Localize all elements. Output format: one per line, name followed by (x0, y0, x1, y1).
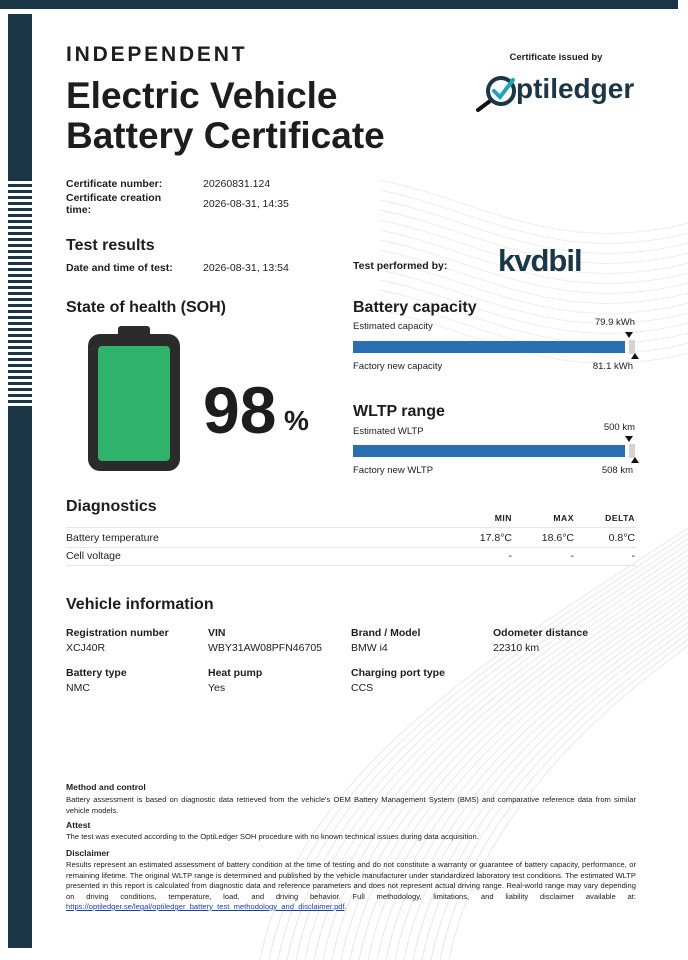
diagnostics-row-delta: - (631, 550, 635, 562)
soh-heading: State of health (SOH) (66, 299, 227, 316)
issued-by-label: Certificate issued by (509, 52, 603, 63)
battery-capacity-heading: Battery capacity (353, 299, 477, 316)
wave-line (380, 190, 688, 243)
factory-wltp-marker (631, 457, 639, 463)
odometer-value: 22310 km (493, 642, 540, 654)
disclaimer-heading: Disclaimer (66, 848, 110, 858)
side-stripes (8, 178, 32, 408)
diagnostics-row-max: - (570, 550, 574, 562)
test-date-label: Date and time of test: (66, 262, 173, 274)
wltp-bar-fill (353, 445, 625, 457)
diagnostics-col-max: MAX (553, 513, 574, 523)
vin-value: WBY31AW08PFN46705 (208, 642, 322, 654)
diagnostics-row (66, 547, 636, 566)
attest-heading: Attest (66, 820, 91, 830)
disclaimer-text: Results represent an estimated assessment of battery condition at the time of testing and do not constitute a warranty or guarantee of battery capacity, performance, or remaining lifetime. The original WLTP range is determined and published by the vehicle manufacturer under standardized laboratory test conditions. The estimated WLTP presented in this report is calculated from diagnostic data and reference parameters and does not represent actual driving range. Real-world range may vary depending on driving conditions, temperature, load, and driving behavior. Full methodology, limitations, and liability disclaimer available at: (66, 860, 636, 901)
charging-port-value: CCS (351, 682, 374, 694)
brand-model-value: BMW i4 (351, 642, 388, 654)
optiledger-logo (476, 70, 646, 114)
wltp-bar-track (353, 444, 636, 458)
registration-value: XCJ40R (66, 642, 106, 654)
capacity-bar-end (629, 340, 635, 354)
estimated-wltp-marker (625, 436, 633, 442)
diagnostics-col-delta: DELTA (605, 513, 635, 523)
factory-capacity-value: 81.1 kWh (592, 361, 633, 372)
estimated-capacity-marker (625, 332, 633, 338)
estimated-wltp-value: 500 km (603, 422, 635, 433)
side-bar (8, 14, 32, 948)
vehicle-info-heading: Vehicle information (66, 596, 214, 613)
kvdbil-logo: kvdbil (498, 243, 582, 278)
certificate-creation-label: Certificate creation time: (66, 192, 162, 216)
diagnostics-row-label: Cell voltage (66, 550, 121, 562)
estimated-capacity-label: Estimated capacity (353, 321, 433, 332)
battery-fill (98, 346, 170, 461)
certificate-number-label: Certificate number: (66, 178, 163, 190)
wltp-heading: WLTP range (353, 403, 445, 420)
factory-capacity-label: Factory new capacity (353, 361, 443, 372)
method-heading: Method and control (66, 782, 146, 792)
diagnostics-row-delta: 0.8°C (608, 532, 635, 544)
test-performed-label: Test performed by: (353, 260, 448, 272)
disclaimer-end: . (344, 902, 347, 911)
disclaimer (66, 860, 636, 913)
diagnostics-row-max: 18.6°C (541, 532, 574, 544)
wave-line (380, 180, 688, 233)
capacity-bar-fill (353, 341, 625, 353)
heat-pump-value: Yes (208, 682, 226, 694)
disclaimer-link[interactable]: https://optiledger.se/legal/optiledger_battery_test_methodology_and_disclaimer.pdf (66, 902, 345, 911)
battery-type-label: Battery type (66, 667, 127, 679)
vin-label: VIN (208, 627, 226, 639)
brand-model-label: Brand / Model (351, 627, 421, 639)
heat-pump-label: Heat pump (208, 667, 263, 679)
optiledger-logo-text: ptiledger (516, 73, 635, 104)
diagnostics-header-row (66, 513, 636, 528)
attest-text: The test was executed according to the OptiLedger SOH procedure with no known technical issues during data acquisition. (66, 832, 479, 841)
page-title: Electric Vehicle Battery Certificate (66, 75, 385, 156)
estimated-capacity-value: 79.9 kWh (594, 317, 635, 328)
capacity-bar-track (353, 340, 636, 354)
diagnostics-row-min: 17.8°C (479, 532, 512, 544)
diagnostics-row (66, 529, 636, 548)
factory-wltp-label: Factory new WLTP (353, 465, 434, 476)
factory-wltp-value: 508 km (601, 465, 633, 476)
odometer-label: Odometer distance (493, 627, 589, 639)
test-results-heading: Test results (66, 237, 155, 254)
battery-icon (88, 326, 180, 471)
factory-capacity-marker (631, 353, 639, 359)
top-bar (0, 0, 678, 9)
diagnostics-col-min: MIN (494, 513, 512, 523)
method-text: Battery assessment is based on diagnostic data retrieved from the vehicle's OEM Battery Management System (BMS) and comparative reference data from similar vehicle models. (66, 795, 636, 815)
battery-type-value: NMC (66, 682, 90, 694)
soh-value: 98 (203, 373, 277, 447)
estimated-wltp-label: Estimated WLTP (353, 426, 424, 437)
registration-label: Registration number (66, 627, 169, 639)
certificate-number-value: 20260831.124 (203, 178, 271, 190)
soh-unit: % (284, 405, 309, 436)
charging-port-label: Charging port type (351, 667, 445, 679)
test-date-value: 2026-08-31, 13:54 (203, 262, 289, 274)
eyebrow-title: INDEPENDENT (66, 43, 248, 66)
wltp-bar-end (629, 444, 635, 458)
diagnostics-row-min: - (508, 550, 512, 562)
diagnostics-heading: Diagnostics (66, 498, 157, 515)
certificate-creation-value: 2026-08-31, 14:35 (203, 198, 289, 210)
diagnostics-row-label: Battery temperature (66, 532, 159, 544)
